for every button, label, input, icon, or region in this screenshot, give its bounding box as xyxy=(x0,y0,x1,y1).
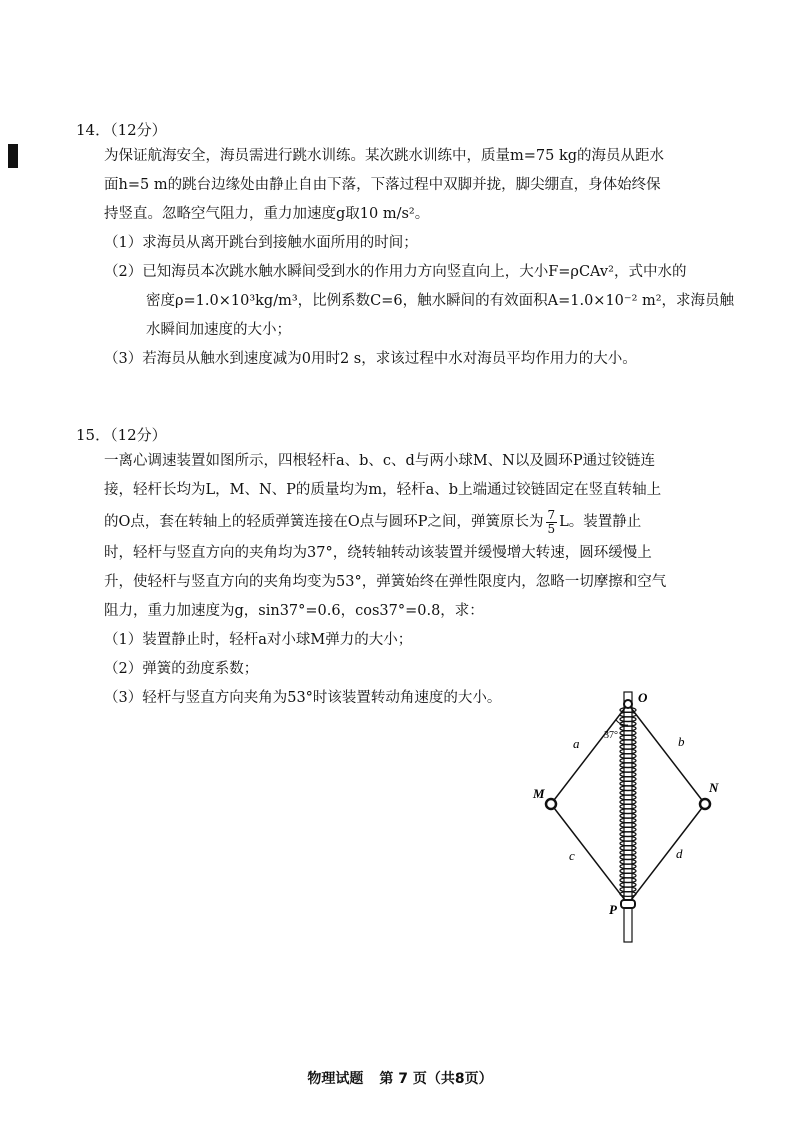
stem-text: L。装置静止 xyxy=(559,514,642,530)
fraction-denominator: 5 xyxy=(547,521,556,536)
subquestion-2: （2）已知海员本次跳水触水瞬间受到水的作用力方向竖直向上，大小F=ρCAv²，式中水的 xyxy=(104,264,687,280)
ball-m xyxy=(546,799,556,809)
ring-p xyxy=(621,900,635,908)
stem-line: 升，使轻杆与竖直方向的夹角均变为53°，弹簧始终在弹性限度内，忽略一切摩擦和空气 xyxy=(104,574,667,590)
subquestion-3: （3）若海员从触水到速度减为0用时2 s，求该过程中水对海员平均作用力的大小。 xyxy=(104,351,637,367)
stem-line: 持竖直。忽略空气阻力，重力加速度g取10 m/s²。 xyxy=(104,206,430,222)
subquestion-1: （1）装置静止时，轻杆a对小球M弹力的大小； xyxy=(104,632,413,648)
fraction-seven-fifths xyxy=(546,509,558,536)
label-o: O xyxy=(638,690,648,705)
question-14-stem xyxy=(104,142,736,229)
stem-line: 接，轻杆长均为L，M、N、P的质量均为m，轻杆a、b上端通过铰链固定在竖直转轴上 xyxy=(104,482,662,498)
ball-n xyxy=(700,799,710,809)
stem-line: 时，轻杆与竖直方向的夹角均为37°，绕转轴转动该装置并缓慢增大转速，圆环缓慢上 xyxy=(104,545,652,561)
footer-subject: 物理试题 xyxy=(307,1071,364,1087)
stem-line: 一离心调速装置如图所示，四根轻杆a、b、c、d与两小球M、N以及圆环P通过铰链连 xyxy=(104,453,656,469)
rod-d xyxy=(628,804,705,904)
question-15-stem xyxy=(104,447,736,713)
label-p: P xyxy=(609,902,617,917)
margin-marker xyxy=(8,144,18,168)
subquestion-3: （3）轻杆与竖直方向夹角为53°时该装置转动角速度的大小。 xyxy=(104,690,502,706)
question-15 xyxy=(76,423,736,713)
angle-label: 37° xyxy=(604,730,618,741)
governor-figure xyxy=(525,688,735,948)
rod-c xyxy=(551,804,628,904)
question-14-subquestions xyxy=(104,229,736,374)
stem-line-fraction xyxy=(104,505,736,539)
fraction-numerator: 7 xyxy=(547,507,556,522)
label-n: N xyxy=(709,780,719,795)
stem-text: 的O点，套在转轴上的轻质弹簧连接在O点与圆环P之间，弹簧原长为 xyxy=(104,514,544,530)
label-d: d xyxy=(676,846,683,861)
stem-line: 为保证航海安全，海员需进行跳水训练。某次跳水训练中，质量m=75 kg的海员从距水 xyxy=(104,148,665,164)
hinge-o xyxy=(624,700,632,708)
subquestion-1: （1）求海员从离开跳台到接触水面所用的时间； xyxy=(104,235,418,251)
question-14 xyxy=(76,118,736,374)
footer-page-number: 第 7 页（共8页） xyxy=(379,1071,493,1087)
rod-a xyxy=(551,704,628,804)
subquestion-2-cont: 水瞬间加速度的大小； xyxy=(146,322,291,338)
subquestion-2-cont: 密度ρ=1.0×10³kg/m³，比例系数C=6，触水瞬间的有效面积A=1.0×10⁻² m²，求海员触 xyxy=(146,293,735,309)
stem-line: 面h=5 m的跳台边缘处由静止自由下落，下落过程中双脚并拢，脚尖绷直，身体始终保 xyxy=(104,177,661,193)
stem-line: 阻力，重力加速度为g，sin37°=0.6，cos37°=0.8，求： xyxy=(104,603,484,619)
label-c: c xyxy=(569,848,575,863)
question-14-header: 14．（12分） xyxy=(76,121,167,139)
page-footer xyxy=(0,1068,800,1088)
rod-b xyxy=(628,704,705,804)
label-a: a xyxy=(573,736,580,751)
subquestion-2: （2）弹簧的劲度系数； xyxy=(104,661,259,677)
label-b: b xyxy=(678,734,685,749)
question-15-header: 15．（12分） xyxy=(76,426,167,444)
label-m: M xyxy=(533,786,545,801)
